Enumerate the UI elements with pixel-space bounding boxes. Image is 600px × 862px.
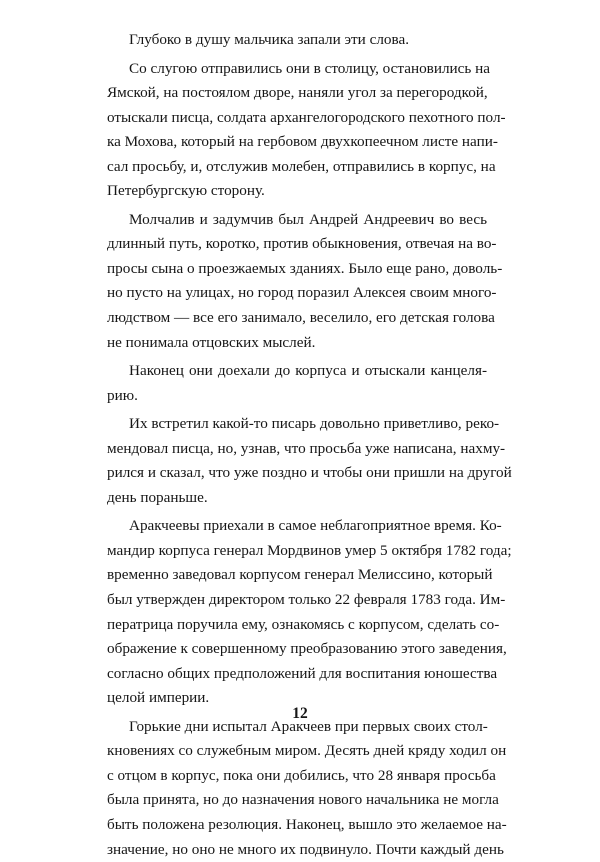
text-line: согласно общих предположений для воспитания юношества	[107, 662, 487, 687]
text-line: мандир корпуса генерал Мордвинов умер 5 октября 1782 года;	[107, 539, 487, 564]
text-line: был утвержден директором только 22 февраля 1783 года. Им-	[107, 588, 487, 613]
text-line: Глубоко в душу мальчика запали эти слова.	[107, 28, 487, 53]
text-line: Молчалив и задумчив был Андрей Андреевич во весь	[107, 208, 487, 233]
text-line: но пусто на улицах, но город поразил Алексея своим много-	[107, 281, 487, 306]
text-line: Горькие дни испытал Аракчеев при первых своих стол-	[107, 715, 487, 740]
paragraph	[107, 57, 487, 204]
text-line: отыскали писца, солдата архангелогородского пехотного пол-	[107, 106, 487, 131]
text-line: быть положена резолюция. Наконец, вышло это желаемое на-	[107, 813, 487, 838]
text-line: Аракчеевы приехали в самое неблагоприятное время. Ко-	[107, 514, 487, 539]
text-line: значение, но оно не много их подвинуло. Почти каждый день	[107, 838, 487, 862]
paragraph	[107, 514, 487, 710]
text-line: длинный путь, коротко, против обыкновения, отвечая на во-	[107, 232, 487, 257]
text-line: Наконец они доехали до корпуса и отыскали канцеля-	[107, 359, 487, 384]
text-line: Петербургскую сторону.	[107, 179, 487, 204]
text-line: рился и сказал, что уже поздно и чтобы они пришли на другой	[107, 461, 487, 486]
text-line: Их встретил какой-то писарь довольно приветливо, реко-	[107, 412, 487, 437]
text-line: временно заведовал корпусом генерал Мелиссино, который	[107, 563, 487, 588]
text-line: ка Мохова, который на гербовом двухкопеечном листе напи-	[107, 130, 487, 155]
text-line: ператрица поручила ему, ознакомясь с корпусом, сделать со-	[107, 613, 487, 638]
paragraph	[107, 28, 487, 53]
text-line: мендовал писца, но, узнав, что просьба уже написана, нахму-	[107, 437, 487, 462]
text-line: просы сына о проезжаемых зданиях. Было еще рано, доволь-	[107, 257, 487, 282]
text-line: кновениях со служебным миром. Десять дней кряду ходил он	[107, 739, 487, 764]
paragraph	[107, 359, 487, 408]
text-line: день пораньше.	[107, 486, 487, 511]
page-number: 12	[0, 704, 600, 724]
text-line: рию.	[107, 384, 487, 409]
paragraph	[107, 412, 487, 510]
text-line: ображение к совершенному преобразованию этого заведения,	[107, 637, 487, 662]
text-line: людством — все его занимало, веселило, его детская голова	[107, 306, 487, 331]
page-text	[107, 28, 487, 862]
text-line: была принята, но до назначения нового начальника не могла	[107, 788, 487, 813]
text-line: Ямской, на постоялом дворе, наняли угол за перегородкой,	[107, 81, 487, 106]
text-line: Со слугою отправились они в столицу, остановились на	[107, 57, 487, 82]
paragraph	[107, 715, 487, 862]
text-line: не понимала отцовских мыслей.	[107, 331, 487, 356]
text-line: с отцом в корпус, пока они добились, что 28 января просьба	[107, 764, 487, 789]
text-line: целой империи.	[107, 686, 487, 711]
text-line: сал просьбу, и, отслужив молебен, отправились в корпус, на	[107, 155, 487, 180]
paragraph	[107, 208, 487, 355]
